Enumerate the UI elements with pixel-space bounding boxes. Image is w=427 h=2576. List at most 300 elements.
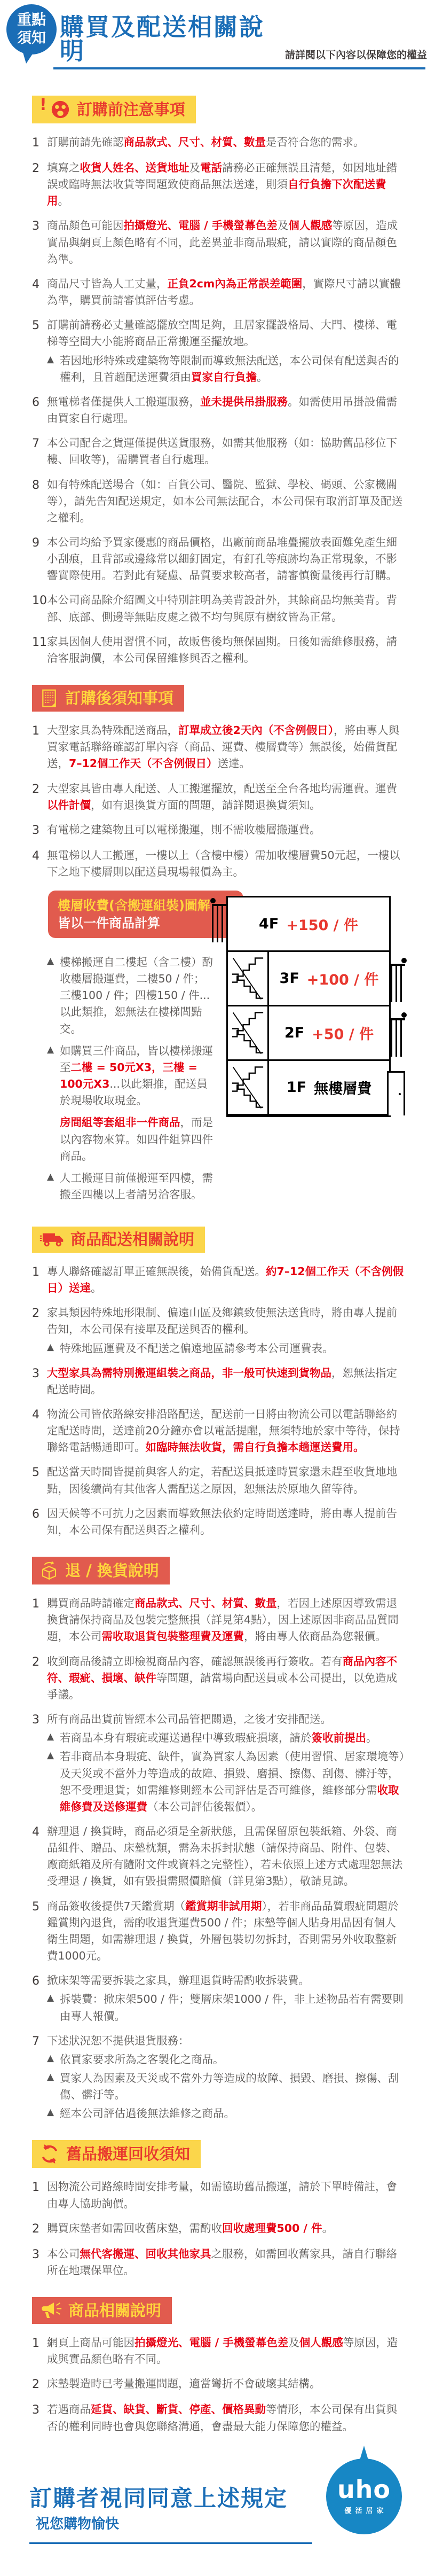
highlight-text: 個人觀感	[299, 2336, 343, 2349]
body-text: ，將由專人依商品為您報價。	[244, 1630, 386, 1643]
item-number: 10	[32, 594, 47, 608]
list-item	[32, 2179, 407, 2212]
highlight-text: 拍攝燈光、電腦 / 手機螢幕色差	[135, 2336, 289, 2349]
floor-fee-bullet-list	[47, 954, 216, 1203]
item-body	[47, 2376, 407, 2393]
list-item	[32, 722, 407, 772]
body-text: ，實際尺寸請以實體為準，購買前請審慎評估考慮。	[47, 277, 401, 307]
floor-text	[269, 1061, 389, 1114]
body-text: 等情形，本公司保有出貨與否的權利同時也會與您聯絡溝通，會盡最大能力保障您的權益。	[47, 2403, 397, 2433]
section-banner-return-exchange	[32, 1557, 170, 1584]
list-item	[32, 592, 407, 625]
body-text: 本公司配合之貨運僅提供送貨服務，如需其他服務（如：協助舊品移位下樓、回收等)，需購買者自行處理。	[47, 436, 397, 466]
item-body	[47, 2335, 407, 2368]
triangle-bullet: ▲	[47, 2072, 54, 2083]
item-body	[47, 435, 407, 468]
body-text: 大型家具皆由專人配送、人工搬運擺放，配送至全台各地均需運費。運費	[47, 782, 397, 795]
item-text	[47, 1305, 407, 1338]
list-item	[32, 634, 407, 667]
floor-label: 2F	[284, 1025, 305, 1042]
body-text: 。	[366, 1731, 377, 1745]
item-number: 6	[32, 1974, 39, 1988]
body-text: 。	[91, 1282, 102, 1295]
highlight-text: 需收取退貨包裝整理費及運費	[101, 1630, 244, 1643]
item-text	[47, 317, 407, 350]
sub-note	[47, 2051, 407, 2068]
list-item	[32, 2246, 407, 2279]
title-underline	[53, 67, 425, 69]
body-text: 大型家具為特殊配送商品，	[47, 724, 178, 737]
item-body	[47, 160, 407, 209]
page-footer	[29, 2465, 398, 2576]
body-text: 。	[257, 370, 268, 384]
item-body	[47, 1823, 407, 1890]
page-header	[0, 0, 427, 77]
item-text	[47, 134, 407, 151]
section-title: 商品配送相關說明	[70, 1230, 195, 1249]
highlight-text: 簽收前提出	[311, 1731, 366, 1745]
body-text: 。	[322, 2221, 334, 2235]
item-body	[47, 1595, 407, 1645]
body-text: ，而是以內容物來算。如四件組算四件商品。	[60, 1116, 213, 1162]
floor-fee-notes	[47, 888, 216, 1208]
stairs-icon	[228, 1061, 269, 1114]
highlight-text: 收取維修費及送修運費	[60, 1783, 399, 1813]
item-number: 3	[32, 2403, 39, 2417]
item-text	[47, 2335, 407, 2368]
item-body	[47, 276, 407, 309]
railing-icon	[212, 904, 226, 942]
list-item	[32, 2401, 407, 2434]
list-item	[32, 1305, 407, 1356]
item-body	[47, 477, 407, 526]
item-number: 6	[32, 395, 39, 409]
list-item	[32, 1505, 407, 1539]
body-text: 家具類因特殊地形限制、偏遠山區及鄉鎮致使無法送貨時，將由專人提前告知，本公司保有接單及配送與否的權利。	[47, 1306, 397, 1336]
list-item	[32, 276, 407, 309]
page-subtitle: 請詳閱以下內容以保障您的權益	[284, 49, 427, 61]
highlight-text: 以件計價	[47, 798, 91, 811]
body-text: 若非商品本身瑕疵、缺件，實為買家人為因素（使用習慣、居家環境等）及天災或不當外力等造成的故障、損毀、磨損、擦傷、刮傷、髒汙等，恕不受理退貨；如需維修則經本公司評估是否可維修，維修部分需	[60, 1750, 405, 1797]
sub-text	[60, 2070, 407, 2103]
body-text: 送達。	[217, 757, 251, 770]
body-text: 無電梯者僅提供人工搬運服務，	[47, 395, 200, 408]
highlight-text: 拍攝燈光、電腦 / 手機螢幕色差	[123, 219, 278, 232]
sub-text	[60, 2105, 407, 2122]
item-body	[47, 780, 407, 814]
list-item	[32, 134, 407, 152]
item-number: 8	[32, 478, 39, 492]
body-text: 買家人為因素及天災或不當外力等造成的故障、損毀、磨損、擦傷、刮傷、髒汙等。	[60, 2072, 399, 2102]
section-title: 商品相關說明	[68, 2301, 162, 2320]
triangle-bullet: ▲	[47, 1750, 54, 1761]
item-body	[47, 1972, 407, 2024]
truck-icon	[39, 1231, 64, 1248]
item-text	[47, 394, 407, 427]
body-text: ，若因上述原因導致需退換貨請保持商品及包裝完整無損（詳見第4點），因上述原因非商品品質問題，本公司	[47, 1597, 399, 1643]
body-text: 依買家要求所為之客製化之商品。	[60, 2052, 224, 2066]
item-number: 5	[32, 1466, 39, 1480]
triangle-bullet: ▲	[47, 2052, 54, 2064]
item-body	[47, 822, 407, 839]
section-banner-old-item-recycle	[32, 2140, 201, 2168]
floor-fee: +150 / 件	[286, 917, 358, 934]
item-text	[47, 2179, 407, 2212]
list-item	[32, 1898, 407, 1965]
body-text: 是否符合您的需求。	[266, 136, 365, 149]
item-body	[47, 634, 407, 667]
body-text: 本公司	[47, 2247, 80, 2260]
item-body	[47, 1653, 407, 1703]
item-number: 5	[32, 319, 39, 333]
section-items	[32, 1595, 407, 2122]
body-text: ...以此類推，配送員於現場收取現金。	[60, 1078, 208, 1107]
item-body	[47, 317, 407, 386]
sub-note	[47, 1730, 407, 1746]
list-item	[32, 1406, 407, 1456]
footer-underline	[29, 2542, 312, 2544]
list-item	[32, 477, 407, 526]
floor-fee: +50 / 件	[312, 1026, 374, 1043]
highlight-text: 無代客搬運、回收其他家具	[80, 2247, 211, 2260]
highlight-text: 正負2cm內為正常誤差範圍	[167, 277, 303, 290]
body-text: 商品簽收後提供7天鑑賞期（	[47, 1899, 186, 1913]
body-text: 等原因，造成與實品顏色略有不同。	[47, 2336, 398, 2366]
item-body	[47, 134, 407, 152]
highlight-text: 延貨、缺貨、斷貨、停產、價格異動	[91, 2403, 266, 2416]
item-body	[47, 1711, 407, 1815]
highlight-text: 房間組等套組非一件商品	[60, 1116, 180, 1129]
sub-note	[47, 954, 216, 1037]
sub-text	[60, 1991, 407, 2024]
body-text: 本公司商品除介紹圖文中特別註明為美背設計外，其餘商品均無美背。背部、底部、側邊等無貼皮處之微不均勻與原有樹紋皆為正常。	[47, 594, 397, 623]
item-text	[47, 2246, 407, 2279]
item-number: 3	[32, 1367, 39, 1380]
item-body	[47, 2220, 407, 2238]
highlight-text: 二樓 = 50元X3，三樓 = 100元X3	[60, 1060, 197, 1091]
body-text: 如購買三件商品，皆以樓梯搬運至	[60, 1044, 213, 1074]
item-text	[47, 722, 407, 772]
bubble-line-2: 皆以一件商品計算	[58, 915, 160, 931]
floor-label: 4F	[259, 916, 279, 933]
sub-text	[60, 1043, 216, 1110]
item-text	[47, 2220, 407, 2237]
section-banner-product-info	[32, 2297, 172, 2324]
item-number: 2	[32, 162, 39, 175]
list-item	[32, 1972, 407, 2024]
body-text: 因物流公司路線時間安排考量，如需協助舊品搬運，請於下單時備註，會由專人協助詢價。	[47, 2180, 397, 2210]
body-text: 家具因個人使用習慣不同，故販售後均無保固期。日後如需維修服務，請洽客服詢價，本公司保留維修與否之權利。	[47, 635, 397, 665]
building-diagram-wrap	[226, 888, 406, 1208]
floor-fee-diagram	[47, 888, 406, 1208]
sub-text	[60, 1340, 407, 1357]
body-text: 因天候等不可抗力之因素而導致無法依約定時間送達時，將由專人提前告知，本公司保有配送與否之權利。	[47, 1506, 397, 1536]
title-row	[60, 5, 427, 63]
item-text	[47, 1823, 407, 1890]
section-title: 舊品搬運回收須知	[66, 2145, 191, 2164]
item-body	[47, 1505, 407, 1539]
list-item	[32, 847, 407, 880]
body-text: 所有商品出貨前皆經本公司品管把關過，之後才安排配送。	[47, 1713, 331, 1726]
item-number: 3	[32, 1713, 39, 1727]
door-icon	[387, 1071, 405, 1115]
sub-note	[47, 1043, 216, 1110]
building-diagram	[226, 896, 391, 1117]
body-text: 樓梯搬運自二樓起（含二樓）酌收樓層搬運費，二樓50 / 件；三樓100 / 件；四樓150 / 件...以此類推，恕無法在樓梯間點交。	[60, 955, 213, 1035]
highlight-text: 買家自行負擔	[191, 370, 257, 384]
body-text: 商品尺寸皆為人工丈量，	[47, 277, 168, 290]
body-text: 及	[189, 161, 200, 174]
item-text	[47, 534, 407, 584]
highlight-text: 商品內容不符、瑕疵、損壞、缺件	[47, 1654, 397, 1684]
body-text: 請務必正確無誤且清楚，如因地址錯誤或臨時無法收貨等問題致使商品無法送達，則須	[47, 161, 397, 191]
body-text: 如有特殊配送場合（如：百貨公司、醫院、監獄、學校、碼頭、公家機關等），請先告知配送規定，如本公司無法配合，本公司保有取消訂單及配送之權利。	[47, 478, 403, 524]
body-text: 配送當天時間皆提前與客人約定，若配送員抵達時買家還未趕至收貨地地點，因後續尚有其他客人需配送之原因，恕無法於原地久留等待。	[47, 1465, 397, 1495]
triangle-bullet: ▲	[47, 1731, 54, 1743]
body-text: ），若非商品品質瑕疵問題於鑑賞期內退貨，需酌收退貨運費500 / 件；床墊等個人貼身用品因有個人衛生問題，如需辦理退 / 換貨，外層包裝切勿拆封，否則需另外收取整新費1000元。	[47, 1899, 399, 1963]
body-text: 掀床架等需要拆裝之家具，辦理退貨時需酌收拆裝費。	[47, 1974, 310, 1987]
section-title: 訂購後須知事項	[65, 689, 174, 707]
uho-logo-subtext: 優活居家	[344, 2507, 388, 2516]
list-item	[32, 217, 407, 267]
item-number: 3	[32, 2247, 39, 2261]
sections-container	[0, 96, 427, 2435]
list-item	[32, 534, 407, 584]
item-number: 3	[32, 220, 39, 233]
item-body	[47, 592, 407, 625]
railing-icon	[391, 964, 405, 1002]
section-pre-order-notes	[0, 96, 427, 667]
sub-text	[60, 353, 407, 386]
item-number: 2	[32, 1655, 39, 1669]
list-item	[32, 394, 407, 427]
highlight-text: 自行負擔下次配送費用	[47, 178, 386, 208]
sub-text	[60, 2051, 407, 2068]
item-text	[47, 1972, 407, 1989]
body-text: 特殊地區運費及不配送之偏遠地區請參考本公司運費表。	[60, 1341, 334, 1355]
triangle-bullet: ▲	[47, 1341, 54, 1353]
body-text: 購買床墊者如需回收舊床墊，需酌收	[47, 2221, 222, 2235]
body-text: 辦理退 / 換貨時，商品必須是全新狀態，且需保留原包裝紙箱、外袋、商品組件、贈品、床墊枕類，需為未拆封狀態（請保持商品、附件、包裝、廠商紙箱及所有隨附文件或資料之完整性），若未依照上述方式處理恕無法受理退 / 換貨，如有毀損需照價賠償（詳見第3點），敬請見諒。	[47, 1824, 403, 1888]
item-number: 2	[32, 782, 39, 796]
sub-note	[47, 1991, 407, 2024]
item-text	[47, 2033, 407, 2049]
item-text	[47, 217, 407, 267]
item-number: 2	[32, 2222, 39, 2236]
body-text: 下述狀況恕不提供退貨服務：	[47, 2034, 189, 2047]
item-text	[47, 822, 407, 838]
triangle-bullet: ▲	[47, 354, 54, 365]
floor-row-1f	[228, 1061, 389, 1115]
item-text	[47, 1711, 407, 1728]
triangle-bullet: ▲	[47, 2107, 54, 2118]
item-body	[47, 1898, 407, 1965]
item-number: 1	[32, 2181, 39, 2195]
item-body	[47, 534, 407, 584]
highlight-text: 約7–12個工作天（不含例假日）送達	[47, 1264, 404, 1295]
highlight-text: 7–12個工作天（不含例假日）	[69, 757, 218, 770]
body-text: 若遇商品	[47, 2403, 91, 2416]
uho-logo	[326, 2458, 402, 2534]
item-number: 4	[32, 1408, 39, 1422]
item-text	[47, 2401, 407, 2434]
item-text	[47, 1263, 407, 1297]
item-text	[47, 477, 407, 526]
document-icon	[39, 689, 59, 708]
list-item	[32, 1464, 407, 1497]
item-number: 9	[32, 536, 39, 550]
item-body	[47, 1464, 407, 1497]
body-text: 人工搬運目前僅搬運至四樓，需搬至四樓以上者請另洽客服。	[60, 1171, 213, 1201]
section-old-item-recycle	[0, 2140, 427, 2279]
item-number: 1	[32, 1265, 39, 1279]
body-text: 商品顏色可能因	[47, 219, 124, 232]
list-item	[32, 1711, 407, 1815]
list-item	[32, 2033, 407, 2122]
floor-label: 3F	[279, 970, 299, 987]
section-items	[32, 2335, 407, 2435]
body-text: 專人聯絡確認訂單正確無誤後，始備貨配送。	[47, 1264, 266, 1278]
item-number: 1	[32, 1597, 39, 1611]
item-text	[47, 847, 407, 880]
floor-row-2f	[228, 1006, 389, 1061]
body-text: 訂購前請務必丈量確認擺放空間足夠，且居家擺設格局、大門、樓梯、電梯等空間大小能將商品正常搬運至擺放地。	[47, 318, 397, 348]
item-body	[47, 2033, 407, 2122]
sub-note	[47, 1170, 216, 1203]
uho-logo-text: uho	[337, 2475, 391, 2504]
body-text: 拆裝費：掀床架500 / 件；雙層床架1000 / 件，非上述物品若有需要則由專人報價。	[60, 1993, 404, 2023]
page-title: 購買及配送相關說明	[60, 13, 265, 65]
item-text	[47, 1464, 407, 1497]
body-text: 及	[288, 2336, 299, 2349]
body-text: 網頁上商品可能因	[47, 2336, 135, 2349]
body-text: 本公司均給予買家優惠的商品價格，出廠前商品堆疊擺放表面難免產生細小刮痕，且背部或邊緣常以細釘固定，有釘孔等痕跡均為正常現象，不影響實際使用。若對此有疑慮、品質要求較高者，請審慎衡量後再行訂購。	[47, 535, 397, 582]
highlight-text: 商品款式、尺寸、材質、數量	[135, 1597, 277, 1610]
item-body	[47, 1263, 407, 1297]
floor-text	[269, 952, 389, 1005]
item-number: 6	[32, 1507, 39, 1521]
item-text	[47, 276, 407, 309]
body-text: 若因地形特殊或建築物等限制而導致無法配送，本公司保有配送與否的權利，且首趟配送運費須由	[60, 354, 399, 384]
item-number: 7	[32, 437, 39, 451]
floor-text	[228, 897, 389, 950]
section-items	[32, 722, 407, 880]
triangle-bullet: ▲	[47, 955, 54, 966]
body-text: 等原因，造成實品與網頁上顏色略有不同，此差異並非商品瑕疵，請以實際的商品顏色為準。	[47, 219, 398, 266]
body-text: 有電梯之建築物且可以電梯搬運，則不需收樓層搬運費。	[47, 823, 321, 836]
list-item	[32, 1595, 407, 1645]
recycle-icon	[39, 2144, 60, 2164]
sub-note	[47, 1114, 216, 1164]
highlight-text: 大型家具為需特別搬運組裝之商品，非一般可快速到貨物品	[47, 1366, 331, 1379]
list-item	[32, 2376, 407, 2393]
body-text: 及	[277, 219, 289, 232]
highlight-text: 鑑賞期非試用期	[185, 1899, 262, 1913]
item-body	[47, 217, 407, 267]
item-number: 5	[32, 1900, 39, 1914]
agreement-statement: 訂購者視同同意上述規定	[29, 2485, 288, 2511]
highlight-text: 如臨時無法收貨，需自行負擔本趟運送費用。	[145, 1441, 365, 1454]
body-text: 之服務，如需回收舊家具，請自行聯絡所在地環保單位。	[47, 2247, 397, 2277]
item-text	[47, 592, 407, 625]
floor-fee: +100 / 件	[306, 972, 379, 989]
item-body	[47, 1406, 407, 1456]
item-text	[47, 1653, 407, 1703]
item-text	[47, 780, 407, 814]
sub-note	[47, 2070, 407, 2103]
floor-text	[269, 1006, 389, 1059]
item-text	[47, 634, 407, 667]
triangle-bullet	[47, 1114, 60, 1164]
badge-line-2: 須知	[17, 30, 46, 46]
list-item	[32, 822, 407, 839]
body-text: （本公司評估後報價）。	[147, 1800, 263, 1813]
section-title: 退 / 換貨說明	[65, 1561, 159, 1580]
highlight-text: 回收處理費500 / 件	[222, 2221, 322, 2235]
sub-note	[47, 1340, 407, 1357]
item-body	[47, 847, 407, 880]
list-item	[32, 2220, 407, 2238]
highlight-text: 訂單成立後2天內（不含例假日）	[178, 724, 334, 737]
sub-text	[60, 1748, 407, 1815]
item-body	[47, 2401, 407, 2434]
item-number: 1	[32, 2337, 39, 2351]
exclamation-mark: !	[39, 96, 47, 114]
item-body	[47, 2179, 407, 2212]
list-item	[32, 1365, 407, 1398]
list-item	[32, 2335, 407, 2368]
item-body	[47, 1305, 407, 1356]
item-body	[47, 1365, 407, 1398]
body-text: 訂購前請先確認	[47, 136, 124, 149]
item-body	[47, 2246, 407, 2279]
item-text	[47, 1505, 407, 1539]
list-item	[32, 317, 407, 386]
item-text	[47, 1406, 407, 1456]
highlight-text: 收貨人姓名、送貨地址	[80, 161, 189, 174]
section-delivery-info	[0, 1227, 427, 1539]
wish-text: 祝您購物愉快	[36, 2516, 120, 2532]
item-text	[47, 435, 407, 468]
highlight-text: 並未提供吊掛服務	[200, 395, 288, 408]
badge-line-1: 重點	[17, 12, 46, 29]
highlight-text: 商品款式、尺寸、材質、數量	[123, 136, 266, 149]
highlight-text: 電話	[200, 161, 222, 174]
body-text: 。如需使用吊掛設備需由買家自行處理。	[47, 395, 397, 425]
item-number: 4	[32, 1825, 39, 1839]
section-title: 訂購前注意事項	[76, 100, 185, 119]
surprised-face-icon	[50, 99, 70, 120]
body-text: ，將由專人與買家電話聯絡確認訂單內容（商品、運費、樓層費等）無誤後，始備貨配送，	[47, 724, 400, 770]
triangle-bullet: ▲	[47, 1044, 54, 1055]
body-text: 。	[58, 194, 69, 208]
railing-icon	[391, 1018, 405, 1057]
item-number: 4	[32, 849, 39, 863]
section-items	[32, 2179, 407, 2279]
item-number: 11	[32, 635, 47, 649]
item-number: 1	[32, 724, 39, 738]
sub-text	[60, 1730, 407, 1746]
section-items	[32, 134, 407, 667]
body-text: 填寫之	[47, 161, 80, 174]
section-product-info	[0, 2297, 427, 2435]
item-number: 1	[32, 136, 39, 150]
item-body	[47, 394, 407, 427]
triangle-bullet: ▲	[47, 1171, 54, 1182]
megaphone-icon	[39, 2301, 62, 2320]
item-body	[47, 722, 407, 772]
item-text	[47, 1898, 407, 1965]
